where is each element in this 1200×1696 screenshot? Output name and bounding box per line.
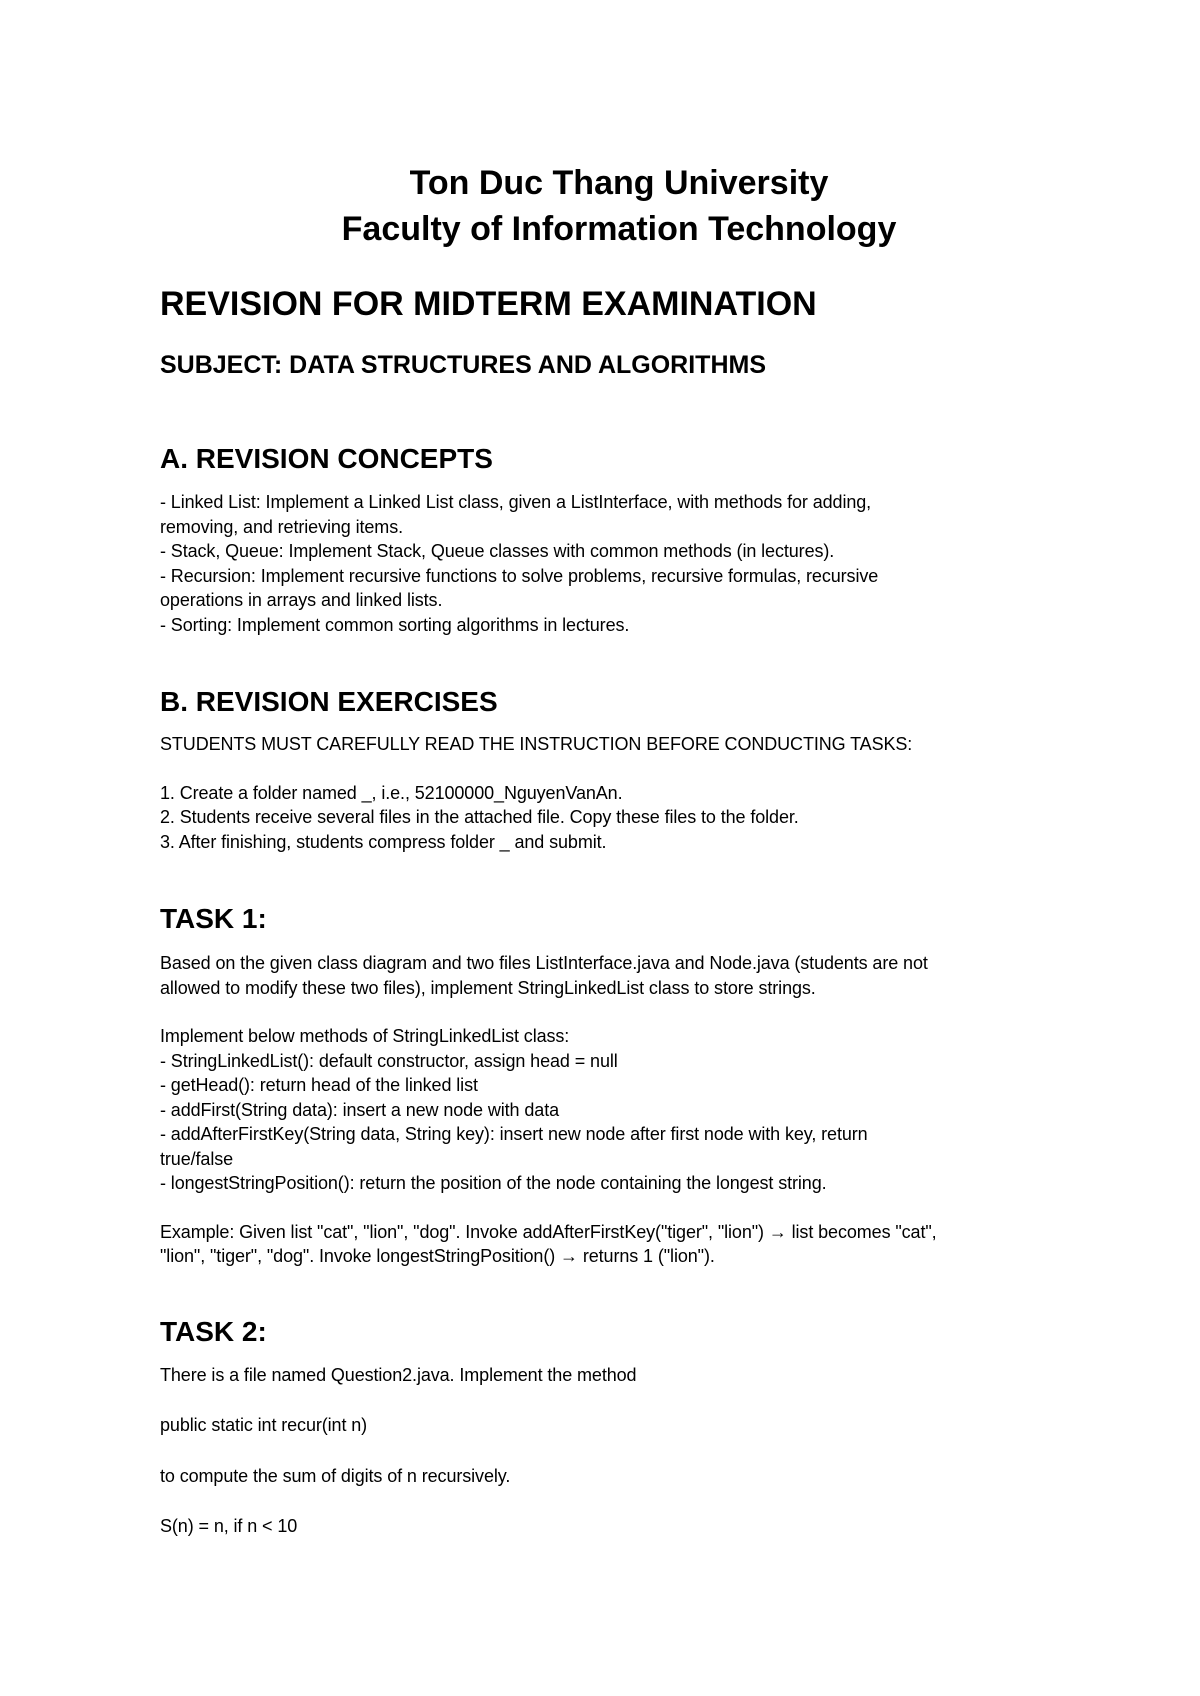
task-2-signature: public static int recur(int n): [160, 1415, 368, 1435]
concept-line: - Linked List: Implement a Linked List class, given a ListInterface, with methods for adding,: [160, 492, 872, 512]
task-2-intro: There is a file named Question2.java. Implement the method: [160, 1364, 637, 1385]
task-2-formula: S(n) = n, if n < 10: [160, 1516, 298, 1536]
section-revision-exercises: [160, 685, 1060, 854]
concept-line: - Stack, Queue: Implement Stack, Queue classes with common methods (in lectures).: [160, 541, 835, 561]
section-a-heading: A. REVISION CONCEPTS: [160, 443, 493, 474]
task-1-method-line: - longestStringPosition(): return the position of the node containing the longest string.: [160, 1173, 827, 1193]
university-name: Ton Duc Thang University: [409, 164, 829, 202]
task-2: [160, 1315, 1060, 1539]
task-1-method-line: - addFirst(String data): insert a new node with data: [160, 1099, 560, 1120]
document-subject: SUBJECT: DATA STRUCTURES AND ALGORITHMS: [160, 351, 767, 379]
concepts-list: [160, 490, 1060, 637]
task-1-method-line: true/false: [160, 1148, 234, 1169]
task-1-example: [160, 1220, 1060, 1269]
section-b-heading: B. REVISION EXERCISES: [160, 686, 498, 717]
task-1-method-line: - StringLinkedList(): default constructor, assign head = null: [160, 1050, 618, 1071]
task-2-heading: TASK 2:: [160, 1315, 267, 1347]
task-1: [160, 902, 1060, 1269]
document-page: [160, 160, 1060, 1539]
task-1-methods: [160, 1024, 1060, 1196]
task-2-description: to compute the sum of digits of n recursively.: [160, 1465, 511, 1486]
exercise-instruction: STUDENTS MUST CAREFULLY READ THE INSTRUCTION BEFORE CONDUCTING TASKS:: [160, 734, 913, 754]
task-1-example-line: "lion", "tiger", "dog". Invoke longestStringPosition() → returns 1 ("lion").: [160, 1246, 715, 1266]
task-1-method-line: - addAfterFirstKey(String data, String key): insert new node after first node with key, return: [160, 1124, 868, 1144]
concept-line: operations in arrays and linked lists.: [160, 590, 443, 610]
exercise-steps: [160, 781, 1060, 855]
concept-line: - Sorting: Implement common sorting algorithms in lectures.: [160, 614, 630, 635]
task-1-intro-line: allowed to modify these two files), implement StringLinkedList class to store strings.: [160, 977, 816, 998]
task-1-intro-line: Based on the given class diagram and two files ListInterface.java and Node.java (students are not: [160, 953, 928, 973]
task-1-intro: [160, 951, 1060, 1000]
exercise-step: 1. Create a folder named _, i.e., 52100000_NguyenVanAn.: [160, 782, 623, 803]
document-title: REVISION FOR MIDTERM EXAMINATION: [160, 285, 817, 323]
task-1-method-line: Implement below methods of StringLinkedList class:: [160, 1026, 570, 1046]
section-revision-concepts: [160, 442, 1060, 637]
exercise-step: 3. After finishing, students compress folder _ and submit.: [160, 831, 607, 852]
concept-line: - Recursion: Implement recursive functions to solve problems, recursive formulas, recursive: [160, 565, 879, 586]
concept-line: removing, and retrieving items.: [160, 516, 404, 537]
task-1-example-line: Example: Given list "cat", "lion", "dog". Invoke addAfterFirstKey("tiger", "lion") → list becomes "cat",: [160, 1221, 937, 1242]
task-1-method-line: - getHead(): return head of the linked list: [160, 1075, 478, 1095]
faculty-name: Faculty of Information Technology: [341, 210, 897, 248]
task-1-heading: TASK 1:: [160, 903, 267, 934]
exercise-step: 2. Students receive several files in the attached file. Copy these files to the folder.: [160, 807, 799, 827]
